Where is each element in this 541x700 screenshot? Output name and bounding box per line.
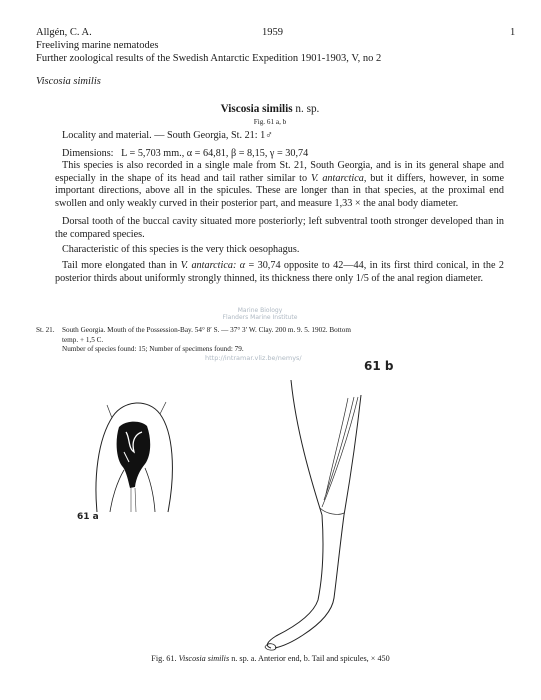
caption-species: Viscosia similis	[178, 654, 230, 663]
compared-species: V. antarctica	[311, 172, 364, 184]
figure-caption: Fig. 61. Viscosia similis n. sp. a. Anterior end, b. Tail and spicules, × 450	[151, 654, 390, 663]
series-subtitle: Further zoological results of the Swedish Antarctic Expedition 1901-1903, V, no 2	[36, 53, 382, 64]
station-line-2: temp. + 1,5 C.	[62, 335, 104, 344]
figure-61a-label: 61 a	[77, 512, 99, 522]
figure-61b-label: 61 b	[364, 359, 394, 373]
dimensions-label: Dimensions:	[62, 148, 114, 159]
station-line-3: Number of species found: 15; Number of specimens found: 79.	[62, 345, 244, 353]
locality-line: Locality and material. — South Georgia, St. 21: 1♂	[62, 130, 273, 141]
tail-compared-species: V. antarctica: α	[180, 260, 246, 271]
watermark-institute: Marine Biology Flanders Marine Institute	[222, 307, 298, 321]
series-title: Freeliving marine nematodes	[36, 40, 159, 51]
tail-paragraph: Tail more elongated than in V. antarctica: α = 30,74 opposite to 42—44, in its first third conical, in the 2 posterior thirds about uniformly strongly thinned, its thickness there only 1/5 of the anal region diameter.	[55, 260, 504, 284]
article-title-suffix: n. sp.	[292, 103, 320, 115]
species-heading: Viscosia similis	[36, 76, 101, 87]
author-name: Allgén, C. A.	[36, 27, 92, 38]
page-number: 1	[510, 27, 516, 38]
watermark-url: http://intramar.vliz.be/nemys/	[205, 354, 302, 362]
figure-reference: Fig. 61 a, b	[253, 118, 287, 126]
description-paragraph: This species is also recorded in a single male from St. 21, South Georgia, and is in its general shape and especially in the shape of its head and tail rather similar to V. antarctica, but it differs, however, in some important directions, above all in the spicules. These are longer than in that species, at the proximal end swollen and only weakly curved in their posterior part, and measure 1,33 × the anal body diameter.	[55, 160, 504, 209]
station-line-1: South Georgia. Mouth of the Possession-Bay. 54° 8′ S. — 37° 3′ W. Clay. 200 m. 9. 5. 1902. Bottom	[62, 326, 351, 334]
publication-year: 1959	[262, 27, 283, 38]
dimensions-values: L = 5,703 mm., α = 64,81, β = 8,15, γ = 30,74	[121, 148, 309, 159]
characteristic-paragraph: Characteristic of this species is the very thick oesophagus.	[62, 244, 300, 255]
teeth-paragraph: Dorsal tooth of the buccal cavity situated more posteriorly; left subventral tooth stronger developed than in the compared species.	[55, 216, 504, 240]
station-label: St. 21.	[36, 326, 55, 334]
article-title-species: Viscosia similis	[220, 103, 293, 115]
